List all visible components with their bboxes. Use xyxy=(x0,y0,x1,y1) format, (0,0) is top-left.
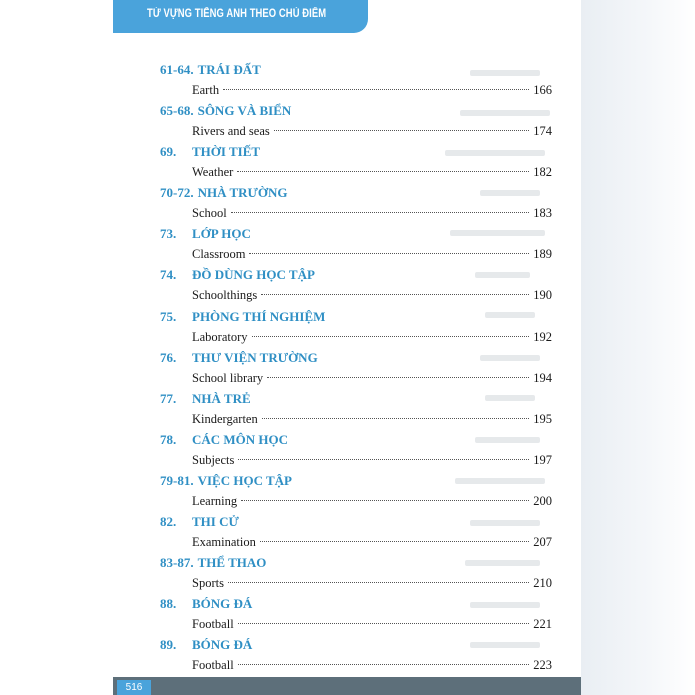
toc-entry-title: THƯ VIỆN TRƯỜNG xyxy=(192,349,318,365)
toc-entry-english: Learning xyxy=(192,493,238,508)
toc-entry-page: 192 xyxy=(533,329,552,344)
table-of-contents xyxy=(160,60,552,676)
toc-entry-heading xyxy=(160,183,288,203)
toc-entry-subline xyxy=(192,450,552,470)
toc-entry-english: Football xyxy=(192,617,234,632)
toc-entry-number: 61-64. xyxy=(160,62,194,77)
toc-entry-page: 197 xyxy=(533,452,552,467)
toc-entry[interactable] xyxy=(160,60,552,101)
toc-entry-heading xyxy=(160,60,261,80)
toc-entry-heading xyxy=(160,389,251,409)
toc-entry-subline xyxy=(192,491,552,511)
toc-entry-number: 88. xyxy=(160,596,177,612)
toc-entry-english: Subjects xyxy=(192,452,235,467)
dot-leader xyxy=(274,130,529,131)
toc-entry-title: VIỆC HỌC TẬP xyxy=(197,472,292,488)
toc-entry[interactable] xyxy=(160,389,552,430)
toc-entry-english: Football xyxy=(192,658,234,673)
toc-entry[interactable] xyxy=(160,265,552,306)
toc-entry-title: ĐỒ DÙNG HỌC TẬP xyxy=(192,267,315,283)
toc-entry-page: 194 xyxy=(533,370,552,385)
toc-entry-number: 82. xyxy=(160,514,177,530)
toc-entry-number: 89. xyxy=(160,637,177,653)
toc-entry-english: Sports xyxy=(192,576,224,591)
toc-entry-page: 207 xyxy=(533,535,552,550)
toc-entry-title: CÁC MÔN HỌC xyxy=(192,431,289,447)
page-number: 516 xyxy=(117,680,151,695)
toc-entry-heading xyxy=(160,224,251,244)
toc-entry-heading xyxy=(160,265,315,285)
toc-entry[interactable] xyxy=(160,430,552,471)
dot-leader xyxy=(238,623,530,624)
dot-leader xyxy=(237,171,529,172)
toc-entry-english: Kindergarten xyxy=(192,411,258,426)
toc-entry-heading xyxy=(160,553,266,573)
toc-entry-page: 190 xyxy=(533,288,552,303)
toc-entry-subline xyxy=(192,327,552,347)
toc-entry-number: 75. xyxy=(160,308,177,324)
toc-entry-heading xyxy=(160,512,239,532)
toc-entry-title: TRÁI ĐẤT xyxy=(197,62,261,77)
toc-entry-heading xyxy=(160,471,292,491)
toc-entry-number: 79-81. xyxy=(160,472,194,488)
toc-entry-english: School xyxy=(192,206,227,221)
toc-entry-heading xyxy=(160,594,252,614)
toc-entry-page: 195 xyxy=(533,411,552,426)
toc-entry[interactable] xyxy=(160,471,552,512)
toc-entry-page: 182 xyxy=(533,165,552,180)
toc-entry-heading xyxy=(160,635,252,655)
dot-leader xyxy=(223,89,529,90)
dot-leader xyxy=(241,500,529,501)
toc-entry-title: THỂ THAO xyxy=(197,555,267,571)
toc-entry-page: 183 xyxy=(533,206,552,221)
toc-entry-title: NHÀ TRƯỜNG xyxy=(197,185,288,201)
dot-leader xyxy=(261,294,529,295)
toc-entry[interactable] xyxy=(160,594,552,635)
toc-entry-title: BÓNG ĐÁ xyxy=(192,637,253,653)
dot-leader xyxy=(252,336,530,337)
toc-entry-subline xyxy=(192,80,552,100)
toc-entry-english: Rivers and seas xyxy=(192,124,270,139)
dot-leader xyxy=(267,377,529,378)
toc-entry-number: 83-87. xyxy=(160,555,194,571)
toc-entry[interactable] xyxy=(160,348,552,389)
page-header-title: TỪ VỰNG TIẾNG ANH THEO CHỦ ĐIỂM xyxy=(147,8,327,20)
toc-entry-subline xyxy=(192,409,552,429)
dot-leader xyxy=(262,418,530,419)
toc-entry[interactable] xyxy=(160,635,552,676)
dot-leader xyxy=(238,664,530,665)
toc-entry-subline xyxy=(192,614,552,634)
page-edge-shadow xyxy=(581,0,695,695)
toc-entry-title: THỜI TIẾT xyxy=(192,144,261,160)
toc-entry[interactable] xyxy=(160,101,552,142)
toc-entry-page: 189 xyxy=(533,247,552,262)
dot-leader xyxy=(249,253,529,254)
toc-entry-number: 78. xyxy=(160,431,177,447)
toc-entry-number: 65-68. xyxy=(160,103,194,119)
toc-entry-english: Earth xyxy=(192,83,220,97)
toc-entry-english: Classroom xyxy=(192,247,246,262)
toc-entry-title: PHÒNG THÍ NGHIỆM xyxy=(192,308,326,324)
toc-entry-heading xyxy=(160,348,318,368)
toc-entry-page: 166 xyxy=(533,83,552,97)
toc-entry-subline xyxy=(192,573,552,593)
dot-leader xyxy=(228,582,529,583)
toc-entry-heading xyxy=(160,101,291,121)
toc-entry-subline xyxy=(192,532,552,552)
toc-entry-number: 76. xyxy=(160,349,177,365)
toc-entry-english: Weather xyxy=(192,165,234,180)
toc-entry-english: Laboratory xyxy=(192,329,248,344)
toc-entry-heading xyxy=(160,430,288,450)
dot-leader xyxy=(260,541,529,542)
footer-band xyxy=(113,677,581,695)
toc-entry-subline xyxy=(192,655,552,675)
toc-entry-number: 69. xyxy=(160,144,177,160)
toc-entry-heading xyxy=(160,307,325,327)
toc-entry-subline xyxy=(192,244,552,264)
toc-entry-number: 70-72. xyxy=(160,185,194,201)
toc-entry-subline xyxy=(192,285,552,305)
toc-entry-subline xyxy=(192,368,552,388)
toc-entry-page: 200 xyxy=(533,493,552,508)
toc-entry[interactable] xyxy=(160,512,552,553)
toc-entry-subline xyxy=(192,162,552,182)
toc-entry-page: 174 xyxy=(533,124,552,139)
dot-leader xyxy=(238,459,529,460)
toc-entry[interactable] xyxy=(160,142,552,183)
toc-entry-english: Examination xyxy=(192,535,256,550)
toc-entry-title: NHÀ TRẺ xyxy=(192,390,251,406)
toc-entry-title: LỚP HỌC xyxy=(192,226,251,242)
toc-entry-number: 77. xyxy=(160,390,177,406)
toc-entry[interactable] xyxy=(160,224,552,265)
toc-entry[interactable] xyxy=(160,553,552,594)
toc-entry-title: THI CỬ xyxy=(192,514,239,530)
toc-entry-number: 73. xyxy=(160,226,177,242)
toc-entry[interactable] xyxy=(160,307,552,348)
toc-entry-page: 223 xyxy=(533,658,552,673)
toc-entry-number: 74. xyxy=(160,267,177,283)
toc-entry-title: SÔNG VÀ BIỂN xyxy=(197,103,292,119)
toc-entry-english: School library xyxy=(192,370,264,385)
dot-leader xyxy=(231,212,530,213)
toc-entry-subline xyxy=(192,121,552,141)
toc-entry-subline xyxy=(192,203,552,223)
toc-entry-english: Schoolthings xyxy=(192,288,258,303)
toc-entry-title: BÓNG ĐÁ xyxy=(192,596,253,612)
toc-entry-page: 221 xyxy=(533,617,552,632)
toc-entry-page: 210 xyxy=(533,576,552,591)
toc-entry-heading xyxy=(160,142,260,162)
toc-entry[interactable] xyxy=(160,183,552,224)
